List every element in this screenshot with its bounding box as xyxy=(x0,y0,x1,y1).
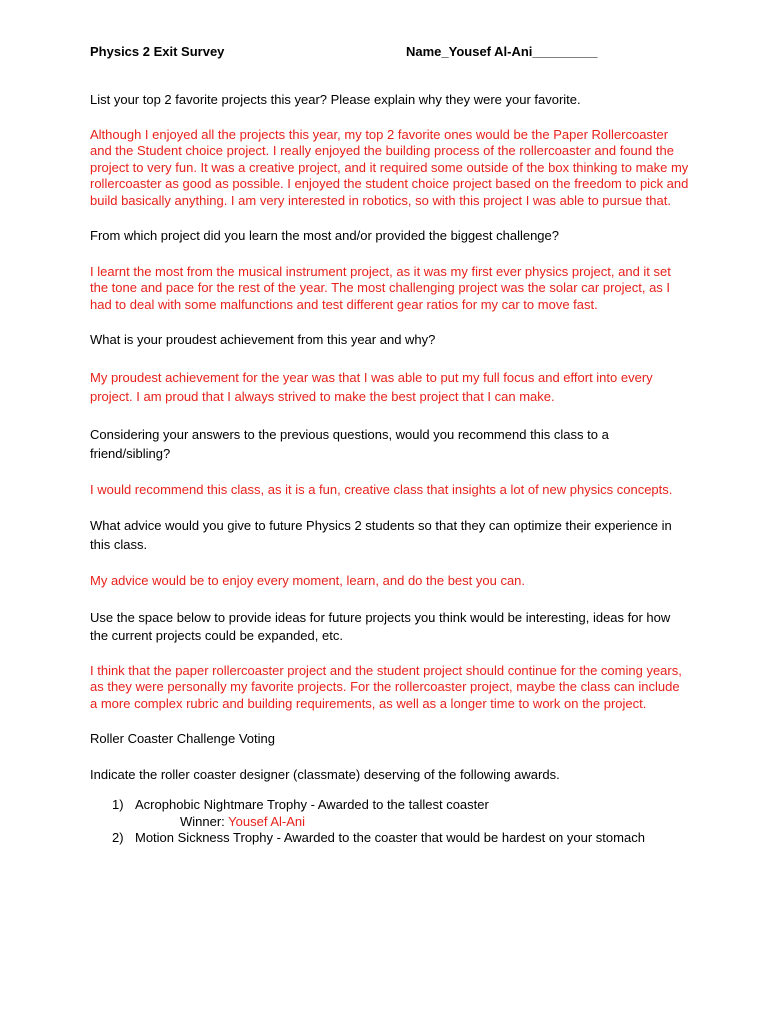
award-number: 1) xyxy=(112,797,124,812)
student-name: Name_Yousef Al-Ani_________ xyxy=(406,44,598,59)
winner-name: Yousef Al-Ani xyxy=(228,813,306,829)
answer-6: I think that the paper rollercoaster project and the student project should continue for the coming years, as they were personally my favorite projects. For the rollercoaster project, maybe the class can include a more complex rubric and building requirements, as well as a longer time to work on the project. xyxy=(90,662,682,711)
answer-5: My advice would be to enjoy every moment, learn, and do the best you can. xyxy=(90,573,526,588)
award-number: 2) xyxy=(112,830,124,845)
question-4: Considering your answers to the previous questions, would you recommend this class to a friend/sibling? xyxy=(90,426,609,461)
question-6: Use the space below to provide ideas for future projects you think would be interesting, ideas for how the current projects could be expanded, etc. xyxy=(90,609,671,643)
answer-3: My proudest achievement for the year was that I was able to put my full focus and effort into every project. I am proud that I always strived to make the best project that I can make. xyxy=(90,369,653,404)
answer-1: Although I enjoyed all the projects this year, my top 2 favorite ones would be the Paper Rollercoaster and the Student choice project. I really enjoyed the building process of the rollercoaster and found the project to very fun. It was a creative project, and it required some outside of the box thinking to make my rollercoaster as good as possible. I enjoyed the student choice project based on the freedom to pick and build basically anything. I am very interested in robotics, so with this project I was able to pursue that. xyxy=(90,126,689,208)
voting-instructions: Indicate the roller coaster designer (classmate) deserving of the following awards. xyxy=(90,766,560,782)
answer-2: I learnt the most from the musical instrument project, as it was my first ever physics project, and it set the tone and pace for the rest of the year. The most challenging project was the solar car project, as I had to deal with some malfunctions and test different gear ratios for my car to move fast. xyxy=(90,263,671,312)
survey-page xyxy=(90,44,690,847)
answer-4: I would recommend this class, as it is a fun, creative class that insights a lot of new physics concepts. xyxy=(90,481,673,497)
award-text: Motion Sickness Trophy - Awarded to the coaster that would be hardest on your stomach xyxy=(135,830,645,845)
voting-title: Roller Coaster Challenge Voting xyxy=(90,731,275,746)
award-text: Acrophobic Nightmare Trophy - Awarded to the tallest coaster xyxy=(135,797,489,812)
question-2: From which project did you learn the most and/or provided the biggest challenge? xyxy=(90,228,559,243)
question-5: What advice would you give to future Physics 2 students so that they can optimize their experience in this class. xyxy=(90,518,672,552)
question-3: What is your proudest achievement from this year and why? xyxy=(90,332,436,347)
document-title: Physics 2 Exit Survey xyxy=(90,44,225,59)
question-1: List your top 2 favorite projects this year? Please explain why they were your favorite. xyxy=(90,92,581,107)
award-winner-line xyxy=(135,814,690,831)
awards-list xyxy=(90,797,690,847)
document-header xyxy=(90,44,690,64)
award-item xyxy=(90,797,690,830)
winner-label: Winner: xyxy=(180,813,229,829)
award-item xyxy=(90,830,690,847)
